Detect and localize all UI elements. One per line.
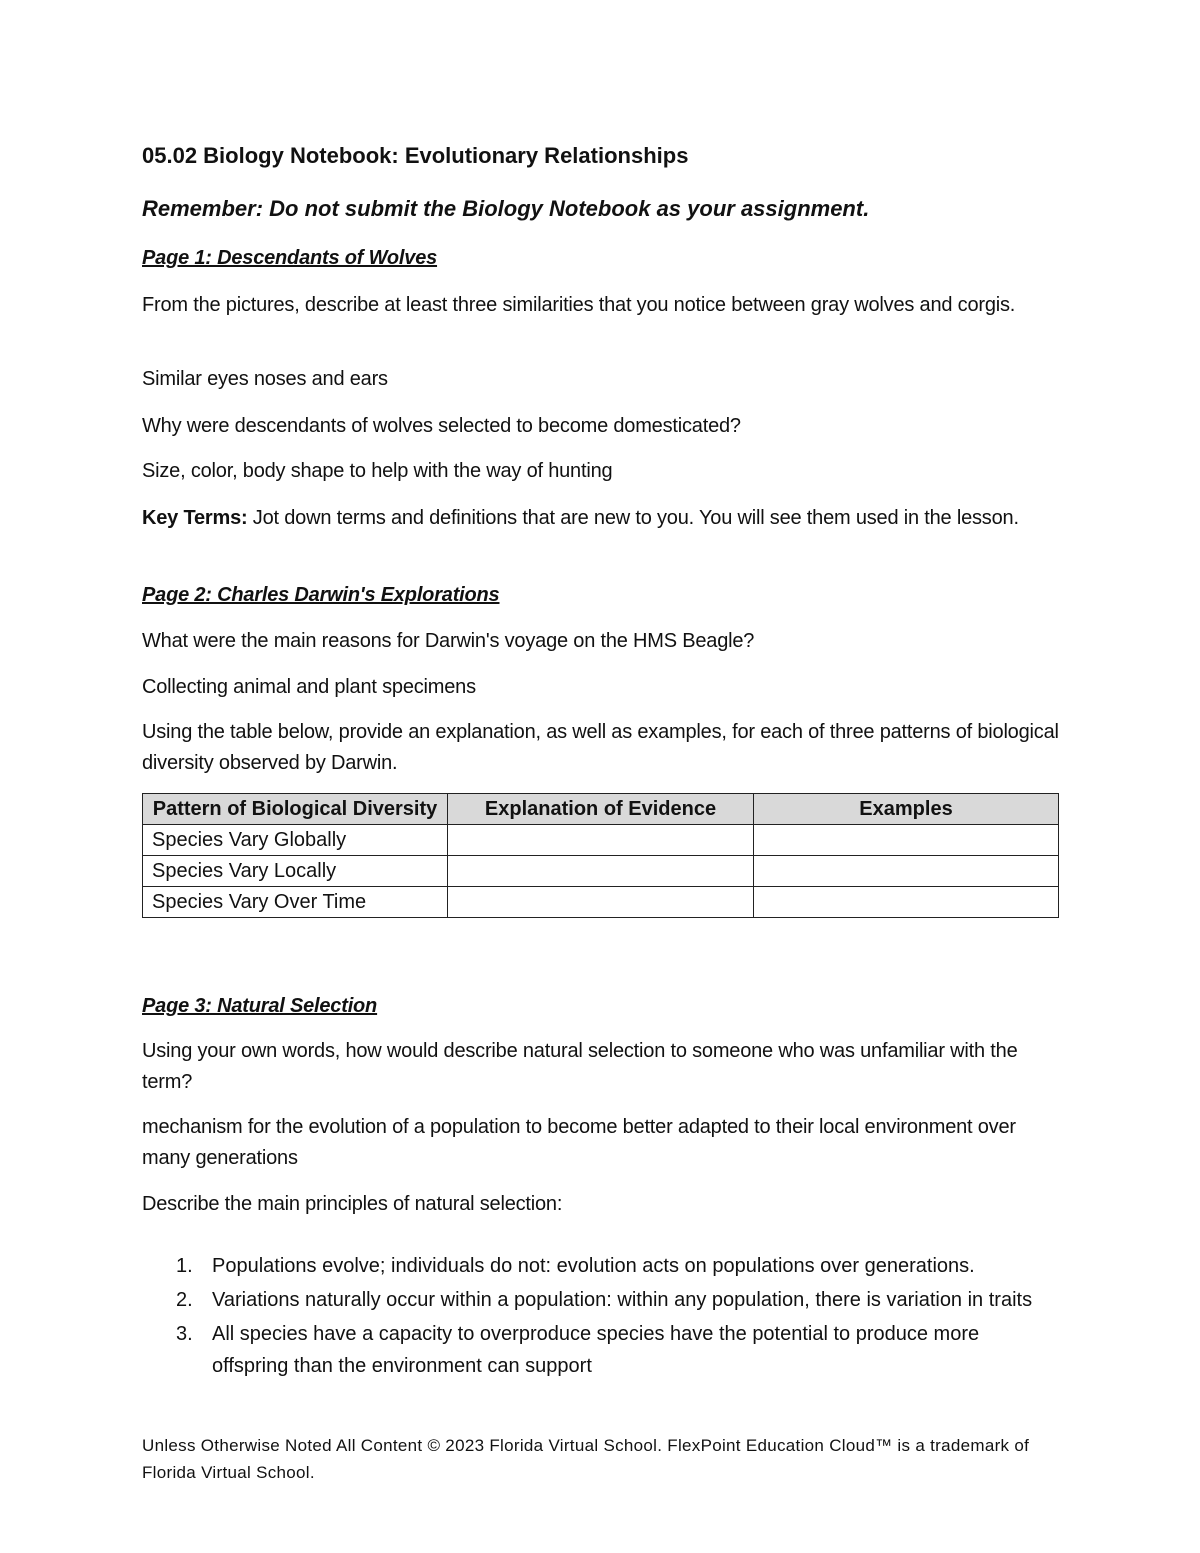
table-cell: Species Vary Locally — [143, 856, 448, 887]
page2-answer-1: Collecting animal and plant specimens — [142, 676, 476, 698]
list-number: 1. — [176, 1255, 193, 1277]
table-cell: Species Vary Globally — [143, 825, 448, 856]
principles-list — [142, 1250, 1060, 1384]
list-number: 3. — [176, 1323, 193, 1345]
footer: Unless Otherwise Noted All Content © 2023 Florida Virtual School. FlexPoint Education Cloud™ is a trademark of Florida Virtual School. — [142, 1436, 1030, 1482]
table-cell[interactable] — [754, 887, 1059, 918]
page3-question-2: Describe the main principles of natural selection: — [142, 1193, 563, 1215]
table-row — [143, 825, 1059, 856]
key-terms-text: Jot down terms and definitions that are new to you. You will see them used in the lesson. — [247, 507, 1019, 529]
page2-instructions: Using the table below, provide an explanation, as well as examples, for each of three patterns of biological diversity observed by Darwin. — [142, 721, 1059, 774]
table-cell[interactable] — [754, 856, 1059, 887]
list-number: 2. — [176, 1289, 193, 1311]
list-item — [142, 1284, 1060, 1316]
page3-question-1: Using your own words, how would describe natural selection to someone who was unfamiliar with the term? — [142, 1040, 1018, 1093]
page2-heading: Page 2: Charles Darwin's Explorations — [142, 584, 500, 606]
list-item-text: Populations evolve; individuals do not: evolution acts on populations over generations. — [212, 1255, 975, 1277]
table-cell: Species Vary Over Time — [143, 887, 448, 918]
table-cell[interactable] — [754, 825, 1059, 856]
table-header-row — [143, 794, 1059, 825]
table-cell[interactable] — [448, 825, 754, 856]
page1-question-1: From the pictures, describe at least three similarities that you notice between gray wolves and corgis. — [142, 294, 1016, 316]
page2-question-1: What were the main reasons for Darwin's voyage on the HMS Beagle? — [142, 630, 755, 652]
list-item — [142, 1250, 1060, 1282]
page1-answer-2: Size, color, body shape to help with the way of hunting — [142, 460, 613, 482]
page3-heading: Page 3: Natural Selection — [142, 995, 378, 1017]
page1-question-2: Why were descendants of wolves selected to become domesticated? — [142, 415, 741, 437]
list-item-text: Variations naturally occur within a population: within any population, there is variation in traits — [212, 1289, 1033, 1311]
table-header-cell: Explanation of Evidence — [448, 794, 754, 825]
diversity-table — [142, 793, 1059, 918]
key-terms — [142, 503, 1060, 534]
table-cell[interactable] — [448, 856, 754, 887]
table-row — [143, 887, 1059, 918]
page1-answer-1: Similar eyes noses and ears — [142, 368, 388, 390]
page3-answer-1: mechanism for the evolution of a population to become better adapted to their local environment over many generations — [142, 1116, 1016, 1169]
table-row — [143, 856, 1059, 887]
table-header-cell: Pattern of Biological Diversity — [143, 794, 448, 825]
list-item-text: All species have a capacity to overproduce species have the potential to produce more offspring than the environment can support — [212, 1323, 980, 1377]
page-title: 05.02 Biology Notebook: Evolutionary Relationships — [142, 143, 689, 168]
table-header-cell: Examples — [754, 794, 1059, 825]
table-cell[interactable] — [448, 887, 754, 918]
key-terms-label: Key Terms: — [142, 507, 248, 529]
page1-heading: Page 1: Descendants of Wolves — [142, 247, 438, 269]
reminder-note: Remember: Do not submit the Biology Notebook as your assignment. — [142, 196, 870, 221]
list-item — [142, 1318, 1060, 1382]
